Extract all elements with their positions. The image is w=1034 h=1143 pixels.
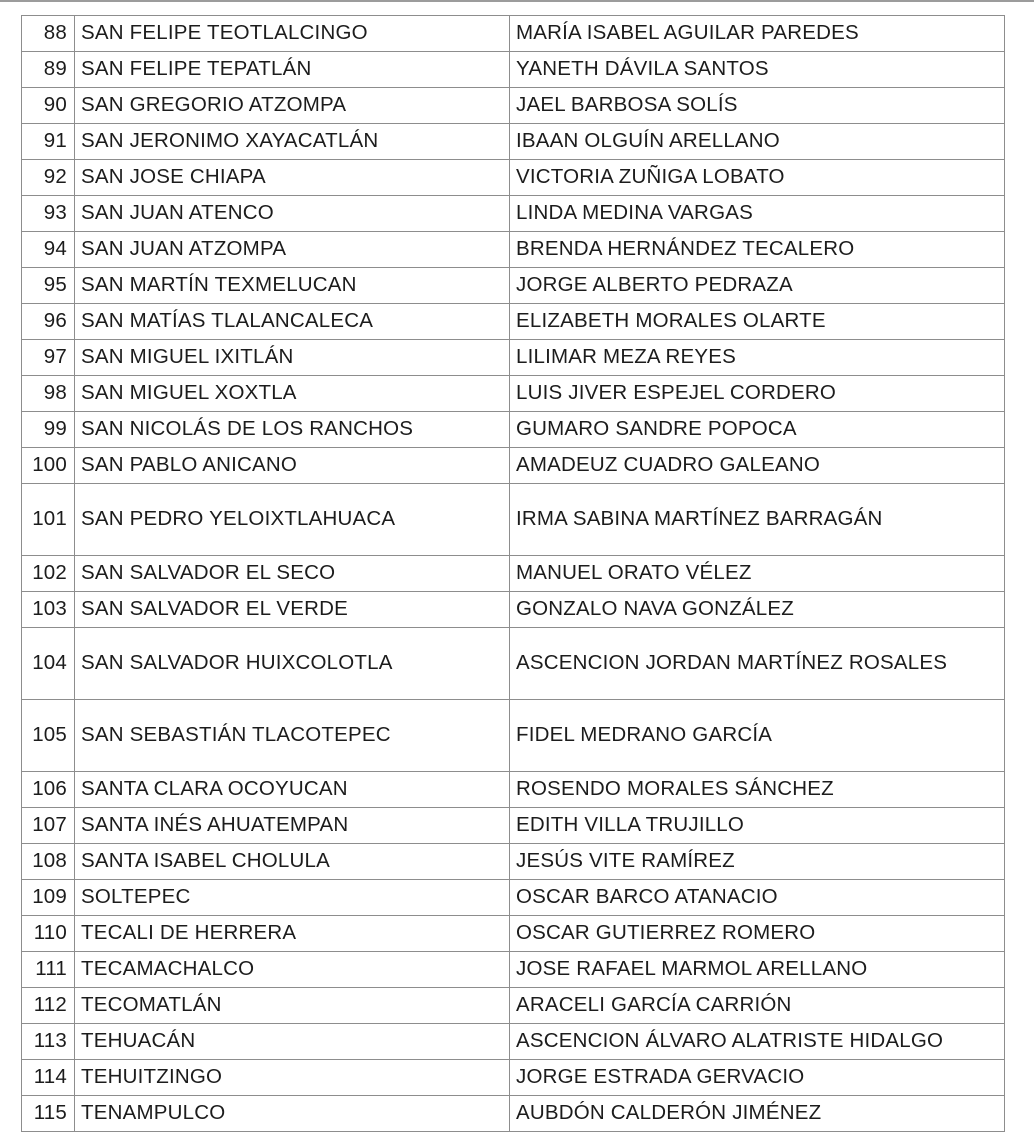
municipality-cell: SAN MARTÍN TEXMELUCAN [75,268,510,304]
municipality-cell: SAN MATÍAS TLALANCALECA [75,304,510,340]
table-row [22,304,1005,340]
municipality-cell: SAN JERONIMO XAYACATLÁN [75,124,510,160]
municipality-cell: SAN JUAN ATENCO [75,196,510,232]
row-number: 115 [22,1096,75,1132]
row-number: 111 [22,952,75,988]
table-row [22,232,1005,268]
table-row [22,880,1005,916]
table-row [22,376,1005,412]
candidate-name-cell: JAEL BARBOSA SOLÍS [510,88,1005,124]
candidate-name-cell: FIDEL MEDRANO GARCÍA [510,700,1005,772]
table-row [22,484,1005,556]
candidate-name-cell: JORGE ALBERTO PEDRAZA [510,268,1005,304]
candidates-table-body [22,16,1005,1132]
municipality-cell: SAN PEDRO YELOIXTLAHUACA [75,484,510,556]
row-number: 113 [22,1024,75,1060]
municipality-cell: SAN MIGUEL XOXTLA [75,376,510,412]
municipality-cell: TENAMPULCO [75,1096,510,1132]
row-number: 104 [22,628,75,700]
candidate-name-cell: OSCAR BARCO ATANACIO [510,880,1005,916]
row-number: 96 [22,304,75,340]
row-number: 102 [22,556,75,592]
municipality-cell: SAN JUAN ATZOMPA [75,232,510,268]
candidate-name-cell: ARACELI GARCÍA CARRIÓN [510,988,1005,1024]
municipality-cell: SAN SALVADOR EL VERDE [75,592,510,628]
municipality-cell: SAN FELIPE TEOTLALCINGO [75,16,510,52]
municipality-cell: SANTA INÉS AHUATEMPAN [75,808,510,844]
candidate-name-cell: JORGE ESTRADA GERVACIO [510,1060,1005,1096]
candidate-name-cell: GONZALO NAVA GONZÁLEZ [510,592,1005,628]
candidate-name-cell: AUBDÓN CALDERÓN JIMÉNEZ [510,1096,1005,1132]
candidate-name-cell: MANUEL ORATO VÉLEZ [510,556,1005,592]
row-number: 105 [22,700,75,772]
table-row [22,700,1005,772]
row-number: 93 [22,196,75,232]
table-row [22,628,1005,700]
table-row [22,52,1005,88]
candidate-name-cell: BRENDA HERNÁNDEZ TECALERO [510,232,1005,268]
candidate-name-cell: ROSENDO MORALES SÁNCHEZ [510,772,1005,808]
municipality-cell: SAN SALVADOR HUIXCOLOTLA [75,628,510,700]
table-row [22,340,1005,376]
row-number: 103 [22,592,75,628]
table-row [22,592,1005,628]
candidate-name-cell: VICTORIA ZUÑIGA LOBATO [510,160,1005,196]
municipality-cell: TECALI DE HERRERA [75,916,510,952]
candidate-name-cell: YANETH DÁVILA SANTOS [510,52,1005,88]
table-row [22,772,1005,808]
row-number: 101 [22,484,75,556]
table-row [22,124,1005,160]
municipality-cell: TEHUACÁN [75,1024,510,1060]
row-number: 112 [22,988,75,1024]
row-number: 88 [22,16,75,52]
candidate-name-cell: EDITH VILLA TRUJILLO [510,808,1005,844]
candidate-name-cell: IBAAN OLGUÍN ARELLANO [510,124,1005,160]
row-number: 97 [22,340,75,376]
top-border-line [0,0,1034,2]
candidate-name-cell: GUMARO SANDRE POPOCA [510,412,1005,448]
table-row [22,268,1005,304]
municipality-cell: SAN GREGORIO ATZOMPA [75,88,510,124]
row-number: 110 [22,916,75,952]
candidate-name-cell: AMADEUZ CUADRO GALEANO [510,448,1005,484]
row-number: 106 [22,772,75,808]
candidate-name-cell: ASCENCION ÁLVARO ALATRISTE HIDALGO [510,1024,1005,1060]
table-row [22,196,1005,232]
municipality-cell: SAN JOSE CHIAPA [75,160,510,196]
candidate-name-cell: MARÍA ISABEL AGUILAR PAREDES [510,16,1005,52]
candidate-name-cell: OSCAR GUTIERREZ ROMERO [510,916,1005,952]
municipality-cell: SAN SALVADOR EL SECO [75,556,510,592]
row-number: 99 [22,412,75,448]
municipality-cell: TECAMACHALCO [75,952,510,988]
table-row [22,160,1005,196]
table-row [22,1024,1005,1060]
table-row [22,556,1005,592]
table-row [22,448,1005,484]
table-row [22,88,1005,124]
municipality-cell: SAN NICOLÁS DE LOS RANCHOS [75,412,510,448]
candidate-name-cell: LINDA MEDINA VARGAS [510,196,1005,232]
table-row [22,808,1005,844]
municipality-cell: SANTA CLARA OCOYUCAN [75,772,510,808]
candidates-table [21,15,1005,1132]
table-row [22,412,1005,448]
table-row [22,16,1005,52]
candidate-name-cell: LILIMAR MEZA REYES [510,340,1005,376]
table-row [22,844,1005,880]
candidate-name-cell: JOSE RAFAEL MARMOL ARELLANO [510,952,1005,988]
municipality-cell: SANTA ISABEL CHOLULA [75,844,510,880]
municipality-cell: SOLTEPEC [75,880,510,916]
candidate-name-cell: JESÚS VITE RAMÍREZ [510,844,1005,880]
candidate-name-cell: LUIS JIVER ESPEJEL CORDERO [510,376,1005,412]
row-number: 94 [22,232,75,268]
municipality-cell: SAN MIGUEL IXITLÁN [75,340,510,376]
municipality-cell: TECOMATLÁN [75,988,510,1024]
table-row [22,988,1005,1024]
row-number: 89 [22,52,75,88]
table-row [22,916,1005,952]
row-number: 108 [22,844,75,880]
row-number: 98 [22,376,75,412]
row-number: 95 [22,268,75,304]
municipality-cell: SAN SEBASTIÁN TLACOTEPEC [75,700,510,772]
row-number: 92 [22,160,75,196]
candidate-name-cell: ASCENCION JORDAN MARTÍNEZ ROSALES [510,628,1005,700]
row-number: 91 [22,124,75,160]
municipality-cell: TEHUITZINGO [75,1060,510,1096]
row-number: 100 [22,448,75,484]
row-number: 107 [22,808,75,844]
row-number: 114 [22,1060,75,1096]
row-number: 90 [22,88,75,124]
municipality-cell: SAN PABLO ANICANO [75,448,510,484]
row-number: 109 [22,880,75,916]
table-row [22,1060,1005,1096]
candidate-name-cell: ELIZABETH MORALES OLARTE [510,304,1005,340]
table-row [22,1096,1005,1132]
candidate-name-cell: IRMA SABINA MARTÍNEZ BARRAGÁN [510,484,1005,556]
municipality-cell: SAN FELIPE TEPATLÁN [75,52,510,88]
table-row [22,952,1005,988]
